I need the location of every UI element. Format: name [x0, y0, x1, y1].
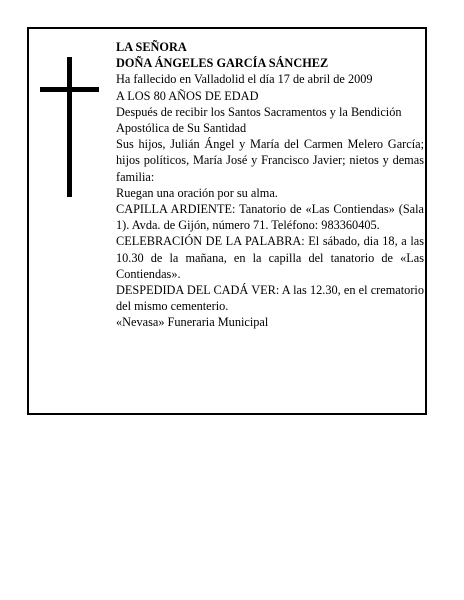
- farewell-info: DESPEDIDA DEL CADÁ VER: A las 12.30, en el crematorio del mismo cementerio.: [116, 283, 424, 314]
- family-text: Sus hijos, Julián Ángel y María del Carmen Melero García; hijos políticos, María José y Francisco Javier; nietos y demas familia:: [116, 137, 424, 184]
- death-statement: Ha fallecido en Valladolid el día 17 de abril de 2009: [116, 72, 373, 87]
- cross-icon-bar: [40, 87, 99, 92]
- prayer-text: Ruegan una oración por su alma.: [116, 185, 278, 200]
- notice-title: LA SEÑORA: [116, 40, 187, 54]
- chapel-info: CAPILLA ARDIENTE: Tanatorio de «Las Contiendas» (Sala 1). Avda. de Gijón, número 71. Teléfono: 983360405.: [116, 202, 424, 233]
- sacraments-text: Después de recibir los Santos Sacramentos y la Bendición Apostólica de Su Santidad: [116, 104, 402, 136]
- funeral-home: «Nevasa» Funeraria Municipal: [116, 315, 269, 330]
- age-statement: A LOS 80 AÑOS DE EDAD: [116, 88, 259, 103]
- notice-body: [116, 39, 424, 331]
- obituary-notice: [27, 27, 427, 415]
- cross-icon: [67, 57, 72, 197]
- celebration-info: CELEBRACIÓN DE LA PALABRA: El sábado, dia 18, a las 10.30 de la mañana, en la capilla del tanatorio de «Las Contiendas».: [116, 234, 424, 281]
- deceased-name: DOÑA ÁNGELES GARCÍA SÁNCHEZ: [116, 56, 329, 71]
